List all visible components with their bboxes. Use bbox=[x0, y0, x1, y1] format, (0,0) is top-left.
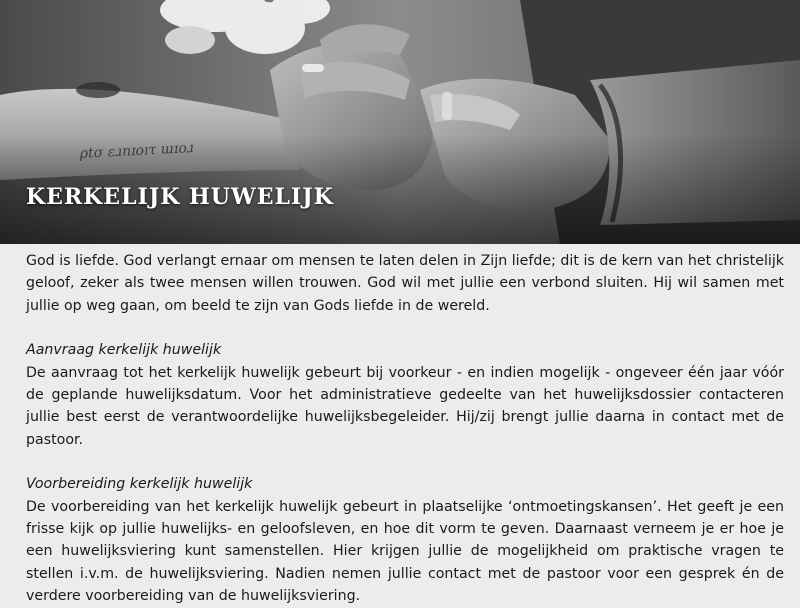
page-title: KERKELIJK HUWELIJK bbox=[26, 184, 334, 210]
intro-paragraph: God is liefde. God verlangt ernaar om mensen te laten delen in Zijn liefde; dit is de kern van het christelijk geloof, zeker als twee mensen willen trouwen. God wil met jullie een verbond sluiten. Hij wil samen met jullie op weg gaan, om beeld te zijn van Gods liefde in de wereld. bbox=[26, 253, 784, 314]
section-body-aanvraag: De aanvraag tot het kerkelijk huwelijk gebeurt bij voorkeur - en indien mogelijk - ongeveer één jaar vóór de geplande huwelijksdatum. Voor het administratieve gedeelte van het huwelijksdossier contacteren jullie best eerst de verantwoordelijke huwelijksbegeleider. Hij/zij brengt jullie daarna in contact met de pastoor. bbox=[26, 364, 784, 448]
section-voorbereiding bbox=[26, 473, 784, 607]
article-body bbox=[0, 244, 800, 608]
section-title-voorbereiding: Voorbereiding kerkelijk huwelijk bbox=[26, 476, 253, 493]
section-aanvraag bbox=[26, 339, 784, 451]
section-title-aanvraag: Aanvraag kerkelijk huwelijk bbox=[26, 342, 222, 359]
section-body-voorbereiding: De voorbereiding van het kerkelijk huwelijk gebeurt in plaatselijke ‘ontmoetingskansen’. Het geeft je een frisse kijk op jullie huwelijks- en geloofsleven, en hoe dit vorm te geven. Daarnaast verneem je er hoe je een huwelijksviering kunt samenstellen. Hier krijgen jullie de mogelijkheid om praktische vragen te stellen i.v.m. de huwelijksviering. Nadien nemen jullie contact met de pastoor voor een gesprek én de verdere voorbereiding van de huwelijksviering. bbox=[26, 498, 784, 605]
hero-banner bbox=[0, 0, 800, 244]
